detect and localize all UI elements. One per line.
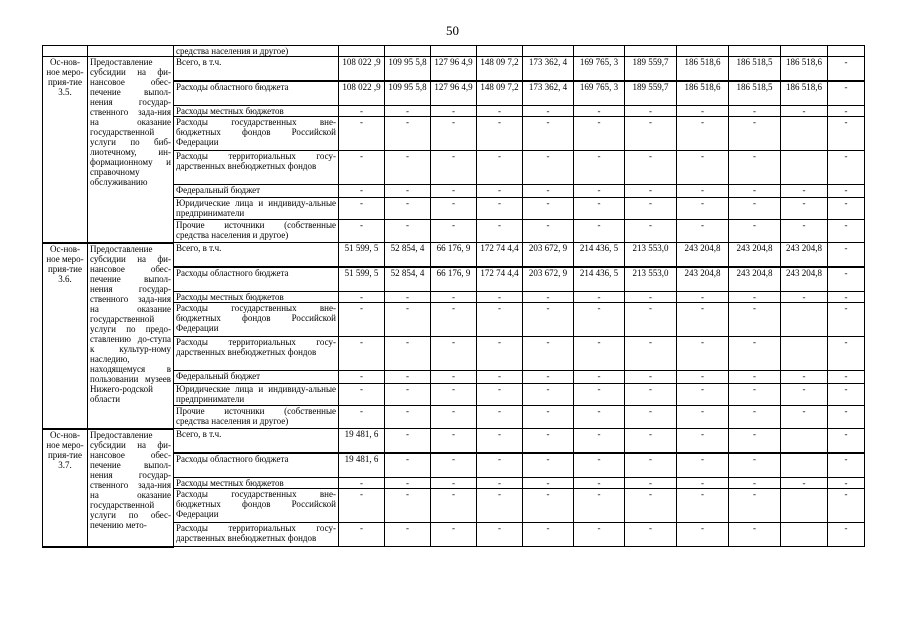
value-cell: - [523,523,574,547]
value-cell: - [574,198,625,220]
value-cell: - [523,220,574,243]
value-cell: - [625,106,677,117]
value-cell: - [523,453,574,478]
value-cell: - [625,151,677,185]
value-cell: - [523,478,574,489]
value-cell: 173 362, 4 [523,81,574,106]
source-cell: Прочие источники (собственные средства населения и другое) [174,220,339,243]
carry-over-empty-cell [385,46,431,57]
value-cell: - [625,292,677,303]
value-cell: - [574,406,625,429]
source-cell: Расходы местных бюджетов [174,292,339,303]
value-cell: - [729,371,781,384]
carry-over-empty-cell [625,46,677,57]
value-cell: - [385,429,431,454]
source-cell: Всего, в т.ч. [174,57,339,82]
value-cell: - [677,371,729,384]
value-cell: - [339,303,385,337]
value-cell [781,151,828,185]
value-cell: 52 854, 4 [385,267,431,292]
value-cell: - [828,151,865,185]
value-cell: - [828,406,865,429]
value-cell: - [385,292,431,303]
value-cell: - [625,478,677,489]
value-cell: - [729,429,781,454]
value-cell: - [677,337,729,371]
value-cell: - [828,198,865,220]
value-cell: - [523,384,574,406]
value-cell: 51 599, 5 [339,243,385,268]
value-cell: - [431,198,477,220]
value-cell: - [385,220,431,243]
value-cell: - [574,220,625,243]
value-cell: - [625,303,677,337]
value-cell: - [729,185,781,198]
value-cell [781,117,828,151]
source-cell: Прочие источники (собственные средства населения и другое) [174,406,339,429]
budget-table [42,45,865,548]
value-cell: - [828,523,865,547]
value-cell [781,453,828,478]
value-cell: - [677,384,729,406]
value-cell: - [385,384,431,406]
value-cell: - [574,523,625,547]
value-cell: 127 96 4,9 [431,81,477,106]
value-cell: - [339,523,385,547]
carry-over-empty-cell [523,46,574,57]
value-cell: - [477,337,523,371]
value-cell: - [625,220,677,243]
value-cell: - [431,292,477,303]
value-cell: - [828,57,865,82]
value-cell: 243 204,8 [677,243,729,268]
page-number: 50 [446,23,459,38]
value-cell: - [339,117,385,151]
value-cell: 186 518,6 [677,81,729,106]
carry-over-empty-cell [477,46,523,57]
value-cell: - [781,185,828,198]
value-cell: - [477,489,523,523]
value-cell: - [729,523,781,547]
value-cell: 214 436, 5 [574,267,625,292]
value-cell: - [339,292,385,303]
value-cell: - [339,220,385,243]
value-cell: - [677,429,729,454]
value-cell: - [625,523,677,547]
value-cell: 203 672, 9 [523,267,574,292]
value-cell: 203 672, 9 [523,243,574,268]
value-cell: - [828,117,865,151]
value-cell: - [781,198,828,220]
value-cell: - [477,185,523,198]
value-cell: 186 518,6 [677,57,729,82]
value-cell: - [523,117,574,151]
value-cell: - [625,406,677,429]
value-cell: - [729,292,781,303]
value-cell: - [574,292,625,303]
carry-over-empty-cell [828,46,865,57]
value-cell [781,523,828,547]
value-cell: - [828,337,865,371]
value-cell: - [523,337,574,371]
value-cell: - [677,292,729,303]
value-cell: 189 559,7 [625,81,677,106]
value-cell: - [477,478,523,489]
value-cell: 189 559,7 [625,57,677,82]
value-cell: - [677,198,729,220]
value-cell: - [523,489,574,523]
value-cell: 186 518,5 [729,81,781,106]
value-cell: - [828,106,865,117]
source-cell: Федеральный бюджет [174,371,339,384]
value-cell: - [781,220,828,243]
value-cell: - [523,429,574,454]
source-cell: Расходы государственных вне-бюджетных фондов Российской Федерации [174,489,339,523]
value-cell: - [828,267,865,292]
value-cell: - [385,453,431,478]
value-cell: - [828,185,865,198]
value-cell: - [339,371,385,384]
value-cell: - [385,151,431,185]
value-cell: - [477,220,523,243]
value-cell: 186 518,6 [781,57,828,82]
carry-over-empty-cell [88,46,174,57]
value-cell: - [431,106,477,117]
source-cell: Расходы государственных вне-бюджетных фондов Российской Федерации [174,117,339,151]
table-row [43,429,865,454]
budget-table-body [43,46,865,547]
value-cell: - [625,185,677,198]
value-cell: - [828,243,865,268]
value-cell: - [523,303,574,337]
carry-over-empty-cell [431,46,477,57]
activity-cell: Ос-нов-ное меро-прия-тие 3.6. [43,243,88,429]
description-cell: Предоставление субсидии на фи-нансовое обес-печение выпол-нения государ-ственного зада-ния на оказание государственной услуги по биб-лиотечному, ин-формационному и справочному обслуживанию [88,57,174,243]
value-cell: - [431,384,477,406]
value-cell: - [625,453,677,478]
value-cell [781,337,828,371]
carry-over-row [43,46,865,57]
value-cell: - [477,198,523,220]
value-cell: - [385,185,431,198]
value-cell: 243 204,8 [677,267,729,292]
value-cell: - [677,489,729,523]
value-cell: - [729,406,781,429]
value-cell: - [385,198,431,220]
value-cell: - [729,303,781,337]
value-cell: - [523,406,574,429]
value-cell: - [625,198,677,220]
source-cell: Расходы областного бюджета [174,81,339,106]
value-cell: 186 518,5 [729,57,781,82]
value-cell: 173 362, 4 [523,57,574,82]
value-cell: - [625,371,677,384]
value-cell: 51 599, 5 [339,267,385,292]
value-cell: - [574,453,625,478]
value-cell: - [677,406,729,429]
value-cell: - [477,106,523,117]
value-cell: 148 09 7,2 [477,57,523,82]
activity-cell: Ос-нов-ное меро-прия-тие 3.7. [43,429,88,547]
value-cell: 108 022 ,9 [339,81,385,106]
value-cell: - [477,384,523,406]
value-cell: - [828,478,865,489]
value-cell: - [339,489,385,523]
value-cell: - [625,489,677,523]
source-cell: Расходы областного бюджета [174,453,339,478]
value-cell: 213 553,0 [625,243,677,268]
value-cell: - [677,106,729,117]
source-cell: Всего, в т.ч. [174,243,339,268]
value-cell: - [781,371,828,384]
value-cell: - [781,406,828,429]
value-cell: - [477,151,523,185]
value-cell: - [431,478,477,489]
value-cell: - [431,337,477,371]
value-cell: - [574,117,625,151]
value-cell: - [729,198,781,220]
value-cell: 169 765, 3 [574,81,625,106]
value-cell: - [729,106,781,117]
table-row [43,243,865,268]
value-cell: - [385,303,431,337]
source-cell: Всего, в т.ч. [174,429,339,454]
value-cell: - [477,117,523,151]
value-cell: - [339,198,385,220]
value-cell: - [477,523,523,547]
carry-over-empty-cell [43,46,88,57]
value-cell: - [677,185,729,198]
value-cell: - [523,151,574,185]
value-cell: - [574,106,625,117]
value-cell: - [828,453,865,478]
value-cell: - [477,292,523,303]
value-cell: - [523,292,574,303]
value-cell: - [828,384,865,406]
value-cell: - [625,384,677,406]
carry-over-empty-cell [677,46,729,57]
value-cell [781,303,828,337]
value-cell: - [385,489,431,523]
value-cell: 213 553,0 [625,267,677,292]
value-cell: - [677,523,729,547]
carry-over-empty-cell [339,46,385,57]
value-cell: 109 95 5,8 [385,81,431,106]
value-cell: - [574,478,625,489]
value-cell: - [574,303,625,337]
value-cell: - [339,478,385,489]
value-cell: - [781,384,828,406]
value-cell: - [729,478,781,489]
value-cell: - [431,429,477,454]
source-cell: Расходы местных бюджетов [174,106,339,117]
value-cell: - [677,220,729,243]
value-cell: - [677,453,729,478]
source-cell: Федеральный бюджет [174,185,339,198]
source-cell: Расходы территориальных госу-дарственных внебюджетных фондов [174,337,339,371]
value-cell: 19 481, 6 [339,429,385,454]
value-cell: - [385,117,431,151]
value-cell: - [477,371,523,384]
value-cell: - [385,106,431,117]
value-cell: - [625,117,677,151]
value-cell: - [729,453,781,478]
value-cell: 243 204,8 [781,267,828,292]
value-cell: 127 96 4,9 [431,57,477,82]
value-cell: - [431,117,477,151]
value-cell: - [339,406,385,429]
value-cell: - [385,523,431,547]
value-cell: - [729,489,781,523]
carry-over-empty-cell [729,46,781,57]
carry-over-empty-cell [574,46,625,57]
value-cell: - [781,478,828,489]
value-cell: 214 436, 5 [574,243,625,268]
value-cell: - [729,117,781,151]
value-cell: - [431,220,477,243]
value-cell: - [828,371,865,384]
value-cell: 172 74 4,4 [477,267,523,292]
carry-over-source-cell: средства населения и другое) [174,46,339,57]
value-cell: - [828,220,865,243]
value-cell: 243 204,8 [729,267,781,292]
value-cell: 66 176, 9 [431,267,477,292]
description-cell: Предоставление субсидии на фи-нансовое обес-печение выпол-нения государ-ственного зада-ния на оказание государственной услуги по обес-печению мето- [88,429,174,547]
value-cell: - [729,337,781,371]
source-cell: Расходы государственных вне-бюджетных фондов Российской Федерации [174,303,339,337]
value-cell [781,489,828,523]
value-cell: - [431,303,477,337]
value-cell: 186 518,6 [781,81,828,106]
source-cell: Расходы областного бюджета [174,267,339,292]
value-cell: - [677,303,729,337]
value-cell: - [574,384,625,406]
value-cell: 148 09 7,2 [477,81,523,106]
value-cell: - [477,406,523,429]
value-cell: - [729,384,781,406]
value-cell: - [677,478,729,489]
value-cell: 243 204,8 [781,243,828,268]
value-cell: - [339,185,385,198]
value-cell: - [431,523,477,547]
value-cell: 19 481, 6 [339,453,385,478]
source-cell: Юридические лица и индивиду-альные предприниматели [174,384,339,406]
value-cell: - [677,151,729,185]
value-cell: - [574,489,625,523]
activity-cell: Ос-нов-ное меро-прия-тие 3.5. [43,57,88,243]
value-cell: - [574,151,625,185]
value-cell: - [574,429,625,454]
value-cell: 109 95 5,8 [385,57,431,82]
value-cell: - [339,151,385,185]
value-cell: - [574,185,625,198]
value-cell: - [385,478,431,489]
value-cell: - [828,292,865,303]
value-cell: - [431,406,477,429]
value-cell: - [339,384,385,406]
value-cell: - [625,429,677,454]
value-cell: - [477,303,523,337]
value-cell: - [339,337,385,371]
value-cell: 169 765, 3 [574,57,625,82]
value-cell: - [523,198,574,220]
carry-over-empty-cell [781,46,828,57]
value-cell: - [431,151,477,185]
value-cell [781,429,828,454]
value-cell: - [431,185,477,198]
value-cell: - [431,371,477,384]
value-cell: - [523,185,574,198]
value-cell: - [729,220,781,243]
value-cell: 66 176, 9 [431,243,477,268]
value-cell: 108 022 ,9 [339,57,385,82]
value-cell: - [431,453,477,478]
source-cell: Расходы местных бюджетов [174,478,339,489]
value-cell: - [523,106,574,117]
value-cell: - [523,371,574,384]
value-cell: - [828,81,865,106]
value-cell: - [781,106,828,117]
value-cell: - [339,106,385,117]
value-cell: 172 74 4,4 [477,243,523,268]
description-cell: Предоставление субсидии на фи-нансовое обес-печение выпол-нения государ-ственного зада-ния на оказание государственной услуги по предо-ставлению до-ступа к культур-ному наследию, находящемуся в пользовании музеев Нижего-родской области [88,243,174,429]
table-row [43,57,865,82]
value-cell: 243 204,8 [729,243,781,268]
value-cell: - [828,489,865,523]
value-cell: - [729,151,781,185]
value-cell: - [625,337,677,371]
value-cell: - [431,489,477,523]
value-cell: - [781,292,828,303]
source-cell: Расходы территориальных госу-дарственных внебюджетных фондов [174,523,339,547]
source-cell: Юридические лица и индивиду-альные предприниматели [174,198,339,220]
value-cell: - [385,371,431,384]
value-cell: - [477,429,523,454]
value-cell: - [477,453,523,478]
value-cell: - [828,303,865,337]
value-cell: - [385,406,431,429]
value-cell: - [574,337,625,371]
value-cell: - [828,429,865,454]
value-cell: - [385,337,431,371]
value-cell: 52 854, 4 [385,243,431,268]
value-cell: - [677,117,729,151]
source-cell: Расходы территориальных госу-дарственных внебюджетных фондов [174,151,339,185]
value-cell: - [574,371,625,384]
